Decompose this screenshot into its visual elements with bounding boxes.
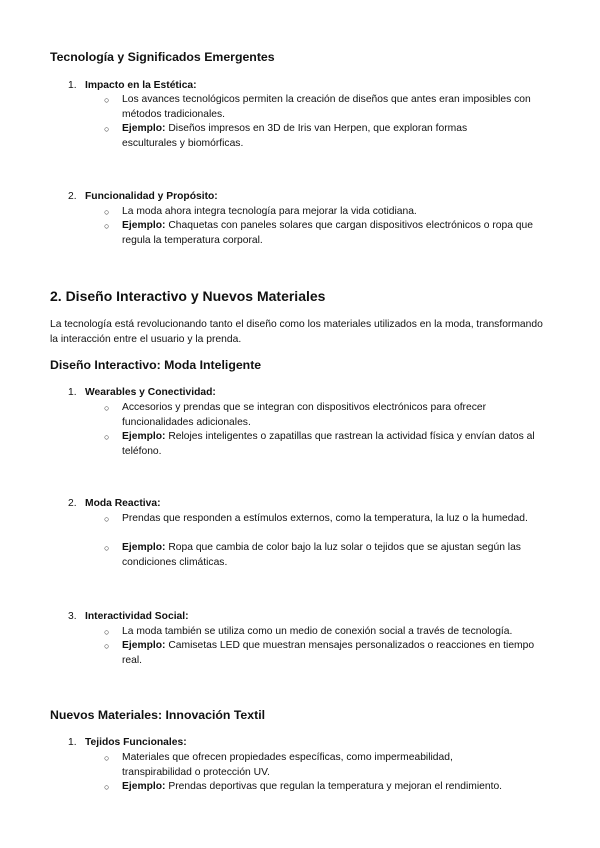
bullet-item xyxy=(104,639,544,668)
bullet-text: Chaquetas con paneles solares que cargan dispositivos electrónicos o ropa que regula la temperatura corporal. xyxy=(122,220,533,246)
bullet-text: Diseños impresos en 3D de Iris van Herpen, que exploran formas esculturales y biomórficas. xyxy=(122,123,468,149)
bullet-text: Ropa que cambia de color bajo la luz solar o tejidos que se ajustan según las condiciones climáticas. xyxy=(122,542,521,568)
bullet-text: Camisetas LED que muestran mensajes personalizados o reacciones en tiempo real. xyxy=(122,640,535,666)
list-item-title: Impacto en la Estética: xyxy=(85,80,197,91)
bullet-label: Ejemplo: xyxy=(122,431,166,442)
bullet-item xyxy=(104,512,544,527)
bullet-text: Prendas deportivas que regulan la temperatura y mejoran el rendimiento. xyxy=(165,781,503,792)
bullet-label: Ejemplo: xyxy=(122,781,166,792)
list-number: 3. xyxy=(68,611,77,622)
bullet-marker: ○ xyxy=(104,207,110,217)
section-heading-tecnologia: Tecnología y Significados Emergentes xyxy=(50,50,275,64)
bullet-marker: ○ xyxy=(104,753,110,763)
bullet-text: Prendas que responden a estímulos externos, como la temperatura, la luz o la humedad. xyxy=(122,513,528,524)
list-item-title: Interactividad Social: xyxy=(85,611,189,622)
list-item-interactividad-social xyxy=(68,610,189,624)
section-heading-diseno-interactivo: 2. Diseño Interactivo y Nuevos Materiales xyxy=(50,288,326,304)
bullet-marker: ○ xyxy=(104,95,110,105)
list-number: 1. xyxy=(68,80,77,91)
list-number: 1. xyxy=(68,737,77,748)
bullet-item xyxy=(104,625,554,640)
subsection-heading-moda-inteligente: Diseño Interactivo: Moda Inteligente xyxy=(50,358,262,372)
bullet-text: La moda ahora integra tecnología para mejorar la vida cotidiana. xyxy=(122,206,417,217)
bullet-marker: ○ xyxy=(104,124,110,134)
list-number: 2. xyxy=(68,191,77,202)
bullet-item xyxy=(104,401,524,430)
bullet-text: La moda también se utiliza como un medio de conexión social a través de tecnología. xyxy=(122,626,513,637)
bullet-item xyxy=(104,205,554,220)
list-item-title: Moda Reactiva: xyxy=(85,498,161,509)
bullet-marker: ○ xyxy=(104,514,110,524)
bullet-label: Ejemplo: xyxy=(122,640,166,651)
bullet-marker: ○ xyxy=(104,641,110,651)
list-item-funcionalidad xyxy=(68,190,218,204)
list-item-impacto-estetica xyxy=(68,79,197,93)
bullet-item xyxy=(104,751,524,780)
bullet-marker: ○ xyxy=(104,782,110,792)
bullet-item xyxy=(104,780,554,795)
bullet-marker: ○ xyxy=(104,403,110,413)
bullet-marker: ○ xyxy=(104,627,110,637)
list-item-title: Funcionalidad y Propósito: xyxy=(85,191,218,202)
bullet-label: Ejemplo: xyxy=(122,220,166,231)
list-number: 1. xyxy=(68,387,77,398)
list-item-wearables xyxy=(68,386,216,400)
bullet-text: Materiales que ofrecen propiedades específicas, como impermeabilidad, transpirabilidad o protección UV. xyxy=(122,752,453,778)
bullet-item xyxy=(104,93,554,122)
bullet-label: Ejemplo: xyxy=(122,123,166,134)
bullet-marker: ○ xyxy=(104,543,110,553)
bullet-item xyxy=(104,541,554,570)
bullet-item xyxy=(104,219,554,248)
bullet-label: Ejemplo: xyxy=(122,542,166,553)
bullet-text: Relojes inteligentes o zapatillas que rastrean la actividad física y envían datos al teléfono. xyxy=(122,431,535,457)
bullet-text: Los avances tecnológicos permiten la creación de diseños que antes eran imposibles con métodos tradicionales. xyxy=(122,94,531,120)
bullet-text: Accesorios y prendas que se integran con dispositivos electrónicos para ofrecer funcionalidades adicionales. xyxy=(122,402,487,428)
list-item-tejidos-funcionales xyxy=(68,736,187,750)
bullet-marker: ○ xyxy=(104,432,110,442)
list-item-title: Tejidos Funcionales: xyxy=(85,737,187,748)
list-item-title: Wearables y Conectividad: xyxy=(85,387,216,398)
bullet-item xyxy=(104,122,524,151)
list-item-moda-reactiva xyxy=(68,497,161,511)
bullet-marker: ○ xyxy=(104,221,110,231)
intro-paragraph: La tecnología está revolucionando tanto el diseño como los materiales utilizados en la moda, transformando la interacción entre el usuario y la prenda. xyxy=(50,319,543,345)
list-number: 2. xyxy=(68,498,77,509)
subsection-heading-innovacion-textil: Nuevos Materiales: Innovación Textil xyxy=(50,708,266,722)
bullet-item xyxy=(104,430,544,459)
